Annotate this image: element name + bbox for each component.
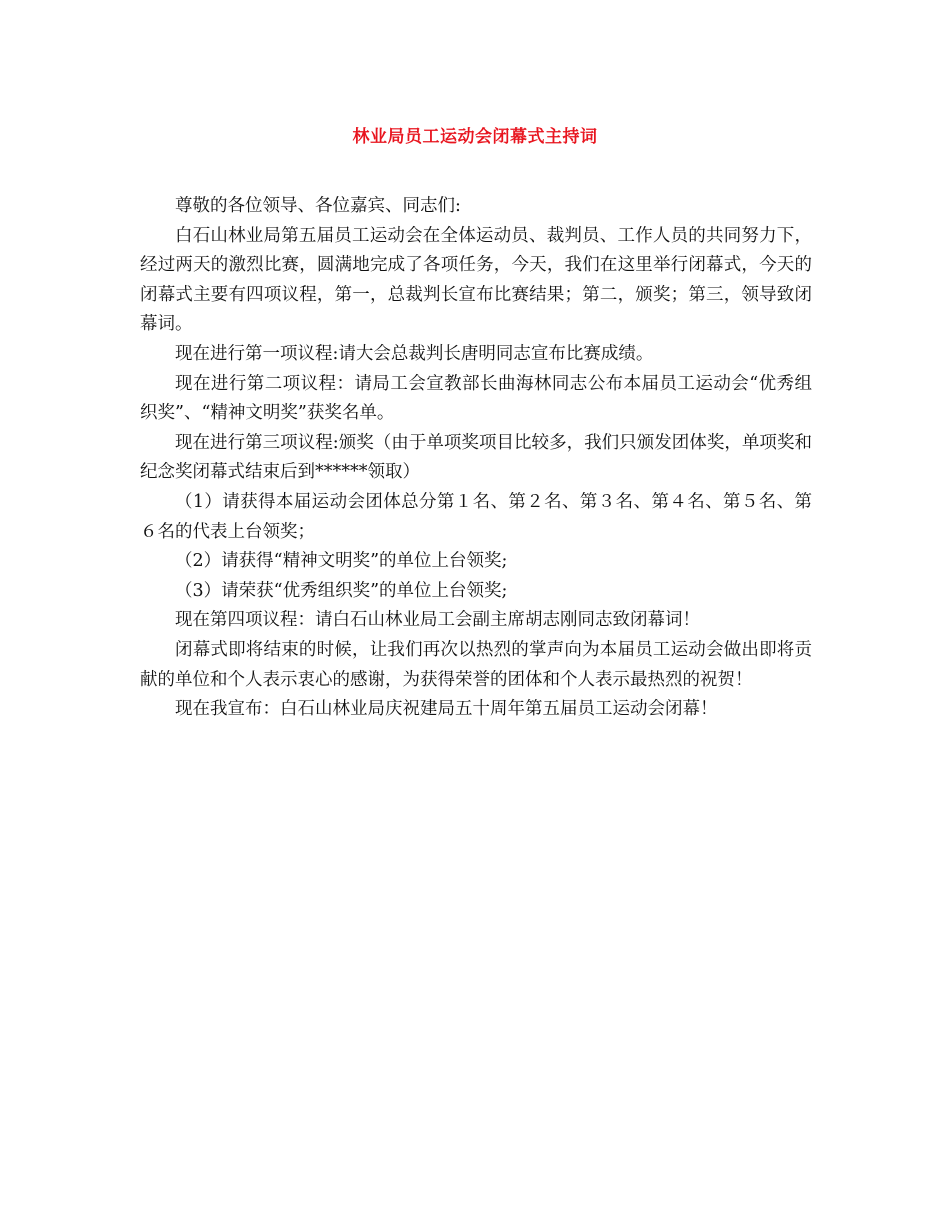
paragraph-agenda-1: 现在进行第一项议程:请大会总裁判长唐明同志宣布比赛成绩。: [175, 343, 654, 364]
paragraph-opening: 白石山林业局第五届员工运动会在全体运动员、裁判员、工作人员的共同努力下，经过两天的激烈比赛，圆满地完成了各项任务，今天，我们在这里举行闭幕式，今天的闭幕式主要有四项议程，第一，总裁判长宣布比赛结果；第二，颁奖；第三，领导致闭幕词。: [140, 225, 812, 335]
paragraph-thanks: 闭幕式即将结束的时候，让我们再次以热烈的掌声向为本届员工运动会做出即将贡献的单位和个人表示衷心的感谢，为获得荣誉的团体和个人表示最热烈的祝贺！: [140, 639, 812, 690]
document-body: [140, 192, 812, 725]
list-item-award-3: （3）请荣获“优秀组织奖”的单位上台领奖;: [175, 580, 508, 601]
paragraph-agenda-4: 现在第四项议程：请白石山林业局工会副主席胡志刚同志致闭幕词！: [175, 610, 700, 631]
list-item-award-1: （1）请获得本届运动会团体总分第１名、第２名、第３名、第４名、第５名、第６名的代表上台领奖；: [140, 491, 812, 542]
paragraph-agenda-2: 现在进行第二项议程：请局工会宣教部长曲海林同志公布本届员工运动会“优秀组织奖”、“精神文明奖”获奖名单。: [140, 373, 812, 424]
paragraph-agenda-3: 现在进行第三项议程:颁奖（由于单项奖项目比较多，我们只颁发团体奖，单项奖和纪念奖闭幕式结束后到******领取）: [140, 432, 812, 483]
document-title: 林业局员工运动会闭幕式主持词: [352, 127, 598, 147]
paragraph-closing: 现在我宣布：白石山林业局庆祝建局五十周年第五届员工运动会闭幕！: [175, 699, 718, 720]
paragraph-salutation: 尊敬的各位领导、各位嘉宾、同志们:: [175, 196, 461, 216]
list-item-award-2: （2）请获得“精神文明奖”的单位上台领奖;: [175, 551, 508, 572]
